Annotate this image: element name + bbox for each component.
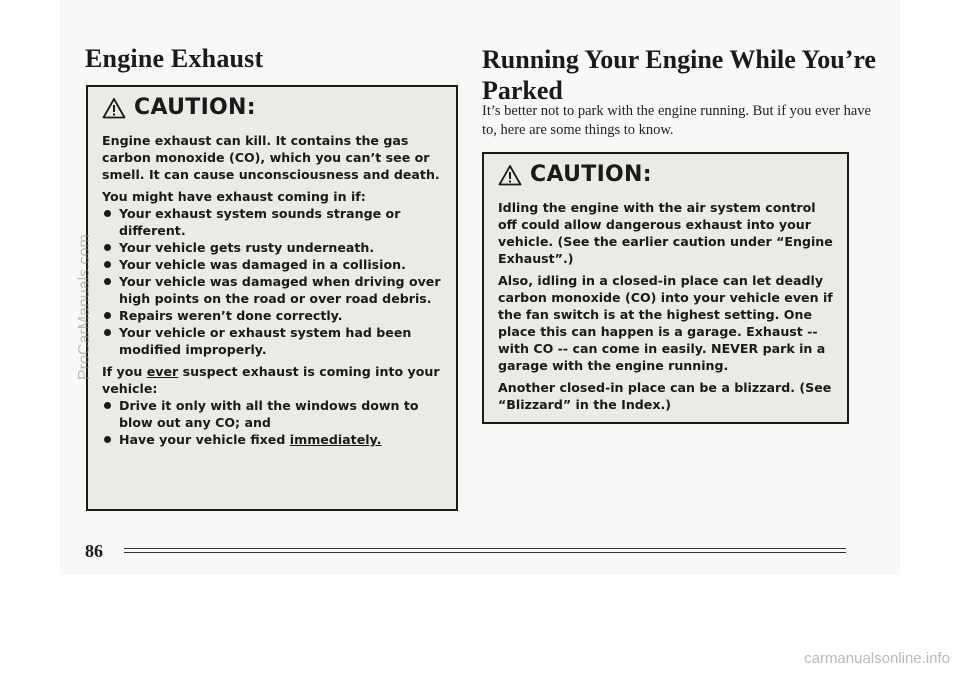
- list-item: Your vehicle was damaged in a collision.: [102, 256, 442, 273]
- text-run: suspect exhaust is coming into your vehicle:: [102, 364, 440, 396]
- text-run: If you: [102, 364, 147, 379]
- caution-paragraph: [102, 363, 442, 397]
- caution-header: [498, 162, 833, 187]
- list-item: Your vehicle was damaged when driving over high points on the road or over road debris.: [102, 273, 442, 307]
- intro-paragraph: It’s better not to park with the engine running. But if you ever have to, here are some things to know.: [482, 103, 871, 138]
- section-title-running-engine-parked: Running Your Engine While You’re Parked: [482, 45, 876, 105]
- warning-triangle-icon: [102, 97, 126, 119]
- footer-double-rule: [124, 548, 846, 553]
- caution-header: [102, 95, 442, 120]
- caution-paragraph: Idling the engine with the air system control off could allow dangerous exhaust into your vehicle. (See the earlier caution under “Engine Exhaust”.): [498, 200, 833, 266]
- section-title-engine-exhaust: Engine Exhaust: [85, 44, 264, 73]
- caution-body: [498, 199, 833, 413]
- list-item: Your vehicle or exhaust system had been modified improperly.: [102, 324, 442, 358]
- caution-label: CAUTION:: [530, 162, 652, 187]
- bottom-watermark: carmanualsonline.info: [804, 650, 950, 667]
- warning-triangle-icon: [498, 164, 522, 186]
- list-item: [102, 431, 442, 448]
- side-watermark: ProCarManuals.com: [76, 234, 93, 380]
- list-item: Your exhaust system sounds strange or different.: [102, 205, 442, 239]
- underlined-text: ever: [146, 364, 179, 379]
- caution-paragraph: Also, idling in a closed-in place can let deadly carbon monoxide (CO) into your vehicle even if the fan switch is at the highest setting. One place this can happen is a garage. Exhaust -- with CO -- can come in easily. NEVER park in a garage with the engine running.: [498, 273, 833, 373]
- caution-paragraph: Another closed-in place can be a blizzard. (See “Blizzard” in the Index.): [498, 380, 832, 412]
- caution-box-idling: [482, 152, 849, 424]
- caution-paragraph: Engine exhaust can kill. It contains the gas carbon monoxide (CO), which you can’t see or smell. It can cause unconsciousness and death.: [102, 133, 440, 182]
- caution-body: [102, 132, 442, 448]
- caution-box-engine-exhaust: [86, 85, 458, 511]
- symptom-list: [102, 205, 442, 358]
- list-item: Your vehicle gets rusty underneath.: [102, 239, 442, 256]
- action-list: [102, 397, 442, 448]
- list-item: Drive it only with all the windows down to blow out any CO; and: [102, 397, 442, 431]
- list-item: Repairs weren’t done correctly.: [102, 307, 442, 324]
- caution-paragraph: You might have exhaust coming in if:: [102, 189, 366, 204]
- text-run: Have your vehicle fixed: [119, 432, 290, 447]
- page-number: 86: [85, 541, 103, 561]
- caution-label: CAUTION:: [134, 95, 256, 120]
- underlined-text: immediately.: [289, 432, 382, 447]
